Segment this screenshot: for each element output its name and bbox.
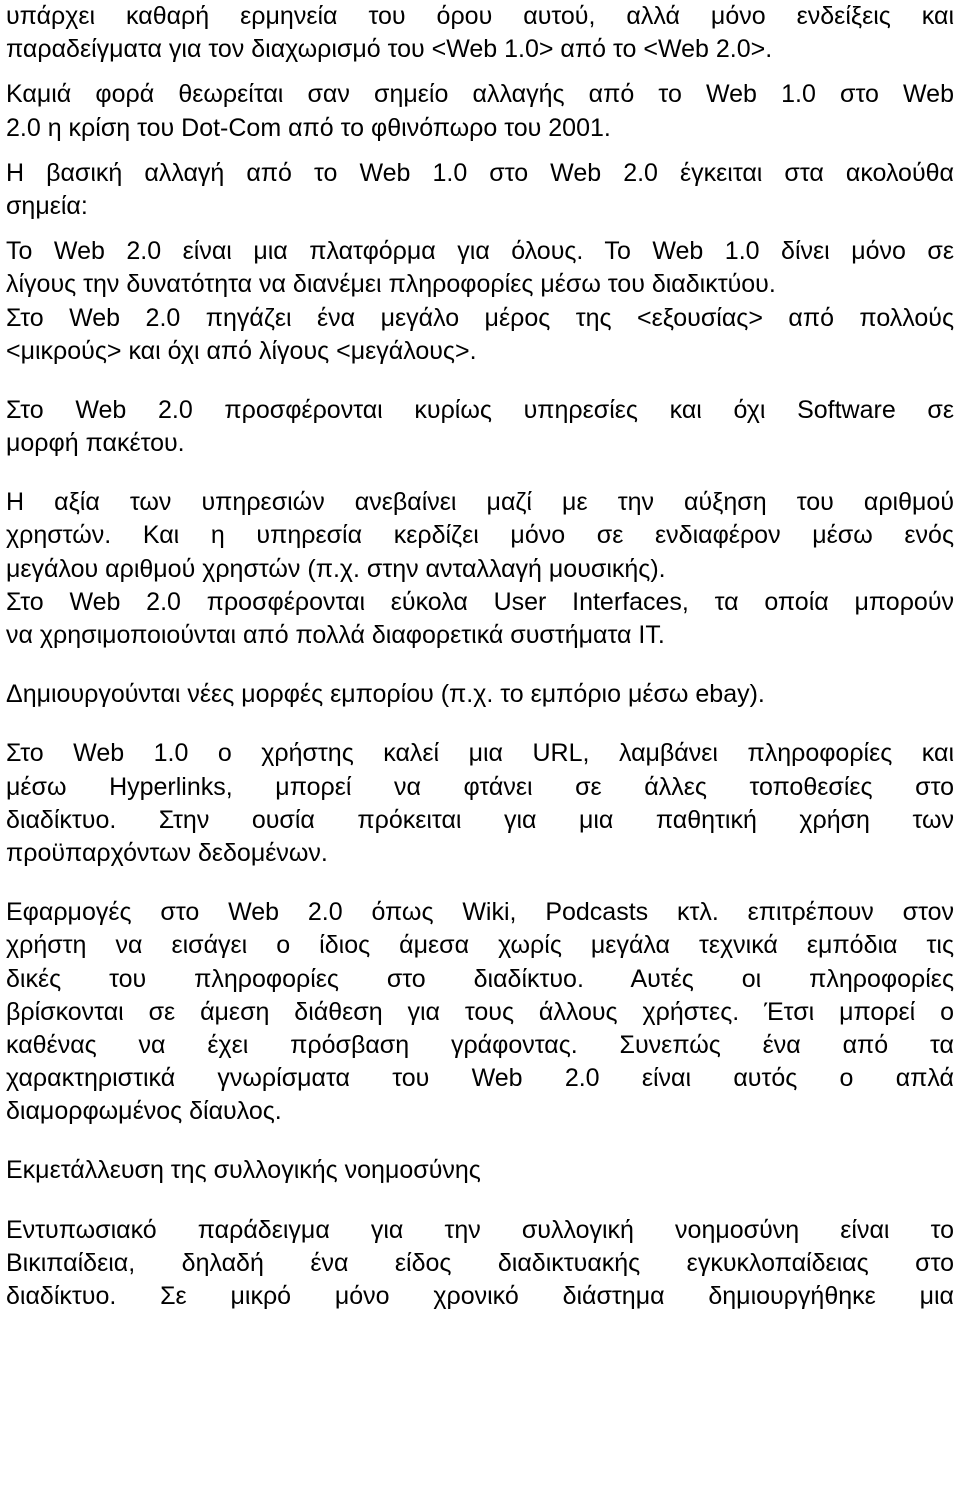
text-line: χαρακτηριστικά γνωρίσματα του Web 2.0 είναι αυτός ο απλά — [6, 1064, 954, 1093]
text-line: υπάρχει καθαρή ερμηνεία του όρου αυτού, αλλά μόνο ενδείξεις και — [6, 2, 954, 30]
text-line: χρήστη να εισάγει ο ίδιος άμεσα χωρίς μεγάλα τεχνικά εμπόδια τις — [6, 931, 954, 960]
text-line: Στο Web 2.0 προσφέρονται κυρίως υπηρεσίες και όχι Software σε — [6, 395, 954, 424]
paragraph-p2 — [6, 78, 954, 144]
text-line: δικές του πληροφορίες στο διαδίκτυο. Αυτές οι πληροφορίες — [6, 964, 954, 993]
text-line: Βικιπαίδεια, δηλαδή ένα είδος διαδικτυακής εγκυκλοπαίδειας στο — [6, 1248, 954, 1277]
text-line: Η βασική αλλαγή από το Web 1.0 στο Web 2.0 έγκειται στα ακολούθα — [6, 158, 954, 187]
paragraph-p11 — [6, 1214, 954, 1314]
paragraph-p6 — [6, 486, 954, 652]
text-line: προϋπαρχόντων δεδομένων. — [6, 838, 328, 867]
text-line: διαμορφωμένος δίαυλος. — [6, 1097, 282, 1126]
text-line: Δημιουργούνται νέες μορφές εμπορίου (π.χ. το εμπόριο μέσω ebay). — [6, 680, 765, 709]
paragraph-p5 — [6, 394, 954, 460]
text-line: μορφή πακέτου. — [6, 429, 185, 458]
paragraph-p7 — [6, 678, 954, 711]
text-line: Καμιά φορά θεωρείται σαν σημείο αλλαγής από το Web 1.0 στο Web — [6, 80, 954, 109]
text-line: σημεία: — [6, 191, 88, 220]
text-line: Εντυπωσιακό παράδειγμα για την συλλογική νοημοσύνη είναι το — [6, 1215, 954, 1244]
section-heading — [6, 1154, 954, 1187]
paragraph-p8 — [6, 737, 954, 870]
text-line: διαδίκτυο. Σε μικρό μόνο χρονικό διάστημα δημιουργήθηκε μια — [6, 1282, 954, 1310]
text-line: να χρησιμοποιούνται από πολλά διαφορετικά συστήματα IT. — [6, 621, 665, 649]
text-line: βρίσκονται σε άμεση διάθεση για τους άλλους χρήστες. Έτσι μπορεί ο — [6, 997, 954, 1026]
text-line: Στο Web 2.0 προσφέρονται εύκολα User Interfaces, τα οποία μπορούν — [6, 587, 954, 616]
paragraph-p1 — [6, 0, 954, 66]
text-line: <μικρούς> και όχι από λίγους <μεγάλους>. — [6, 336, 477, 365]
text-line: διαδίκτυο. Στην ουσία πρόκειται για μια παθητική χρήση των — [6, 805, 954, 834]
text-line: χρηστών. Και η υπηρεσία κερδίζει μόνο σε ενδιαφέρον μέσω ενός — [6, 521, 954, 550]
text-line: Το Web 2.0 είναι μια πλατφόρμα για όλους. Το Web 1.0 δίνει μόνο σε — [6, 237, 954, 266]
paragraph-p3 — [6, 157, 954, 223]
text-line: Η αξία των υπηρεσιών ανεβαίνει μαζί με την αύξηση του αριθμού — [6, 488, 954, 517]
text-line: Εφαρμογές στο Web 2.0 όπως Wiki, Podcasts κτλ. επιτρέπουν στον — [6, 898, 954, 927]
paragraph-p9 — [6, 896, 954, 1128]
paragraph-p4 — [6, 235, 954, 368]
text-line: Στο Web 1.0 ο χρήστης καλεί μια URL, λαμβάνει πληροφορίες και — [6, 739, 954, 768]
text-line: παραδείγματα για τον διαχωρισμό του <Web 1.0> από το <Web 2.0>. — [6, 35, 773, 64]
text-line: Στο Web 2.0 πηγάζει ένα μεγάλο μέρος της <εξουσίας> από πολλούς — [6, 303, 954, 332]
text-line: μεγάλου αριθμού χρηστών (π.χ. στην ανταλλαγή μουσικής). — [6, 554, 666, 583]
text-line: λίγους την δυνατότητα να διανέμει πληροφορίες μέσω του διαδικτύου. — [6, 270, 776, 299]
text-line: 2.0 η κρίση του Dot-Com από το φθινόπωρο του 2001. — [6, 113, 611, 142]
text-line: καθένας να έχει πρόσβαση γράφοντας. Συνεπώς ένα από τα — [6, 1030, 954, 1059]
text-line: Εκμετάλλευση της συλλογικής νοημοσύνης — [6, 1156, 481, 1185]
text-line: μέσω Hyperlinks, μπορεί να φτάνει σε άλλες τοποθεσίες στο — [6, 772, 954, 801]
